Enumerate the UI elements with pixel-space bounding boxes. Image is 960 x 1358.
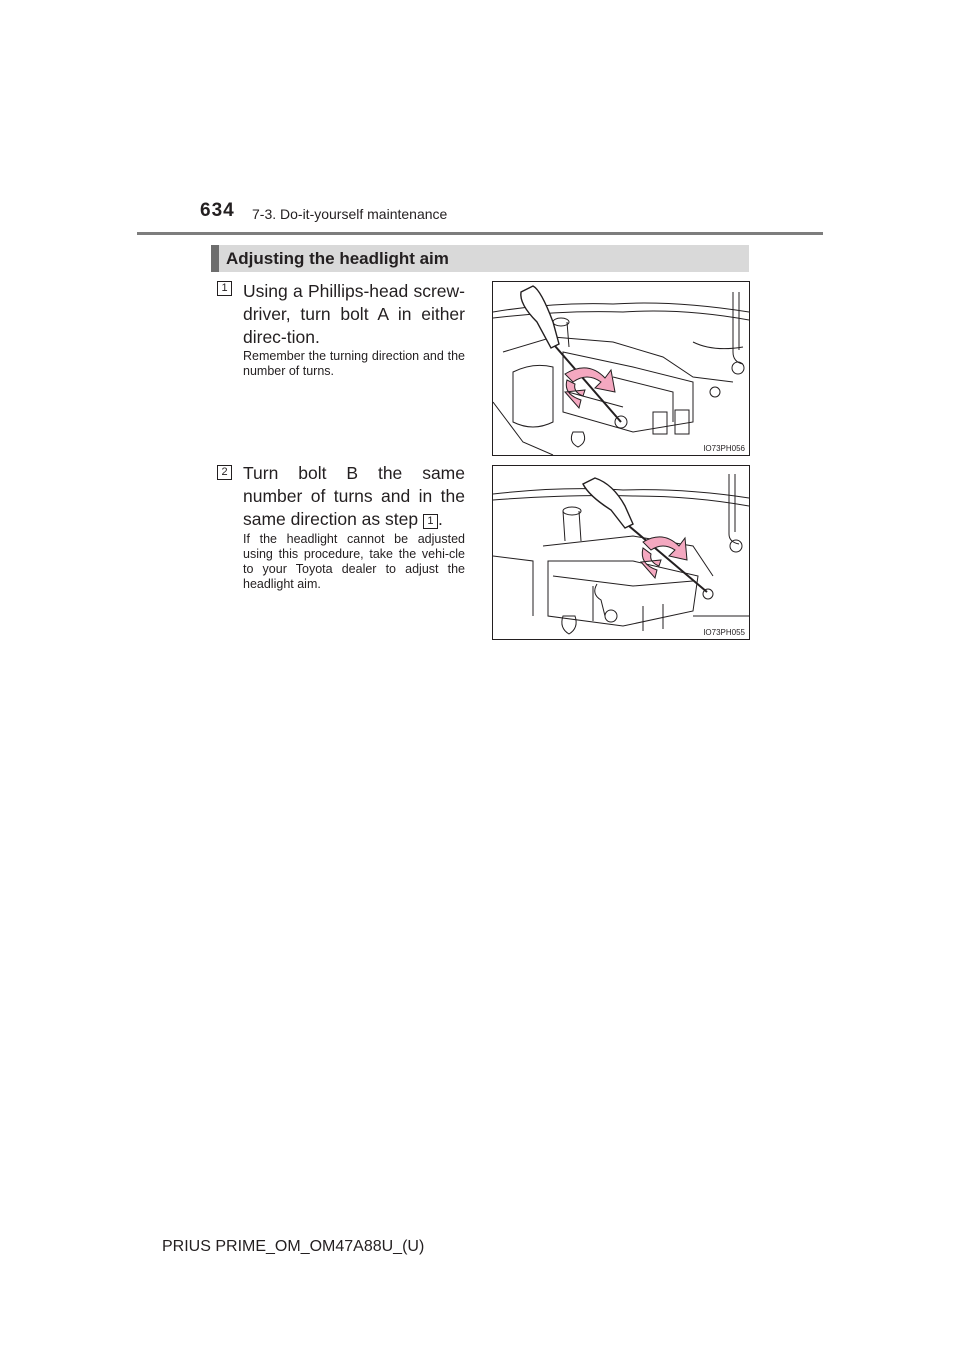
step-2-text-after: . xyxy=(437,509,443,529)
step-1-note: Remember the turning direction and the number of turns. xyxy=(243,349,465,378)
step-2-instruction xyxy=(243,462,465,531)
headlight-bolt-b-drawing xyxy=(493,466,749,639)
step-2-text-before: Turn bolt B the same number of turns and in the same direction as step xyxy=(243,463,465,529)
footer-document-id: PRIUS PRIME_OM_OM47A88U_(U) xyxy=(162,1238,425,1255)
step-2-note: If the headlight cannot be adjusted using this procedure, take the vehi-cle to your Toyota dealer to adjust the headlight aim. xyxy=(243,532,465,591)
step-1-badge: 1 xyxy=(217,281,232,296)
header-divider xyxy=(137,232,823,235)
section-heading-bar xyxy=(211,245,749,272)
section-title: 7-3. Do-it-yourself maintenance xyxy=(252,206,448,222)
step-1-instruction: Using a Phillips-head screw-driver, turn bolt A in either direc-tion. xyxy=(243,281,465,347)
step-2-illustration xyxy=(492,465,750,640)
headlight-bolt-a-drawing xyxy=(493,282,749,455)
section-heading: Adjusting the headlight aim xyxy=(226,249,449,268)
step-2-badge: 2 xyxy=(217,465,232,480)
page-number: 634 xyxy=(200,200,235,221)
figure-1-code: IO73PH056 xyxy=(703,444,745,453)
step-1-illustration xyxy=(492,281,750,456)
figure-2-code: IO73PH055 xyxy=(703,628,745,637)
step-1-reference: 1 xyxy=(423,514,438,529)
